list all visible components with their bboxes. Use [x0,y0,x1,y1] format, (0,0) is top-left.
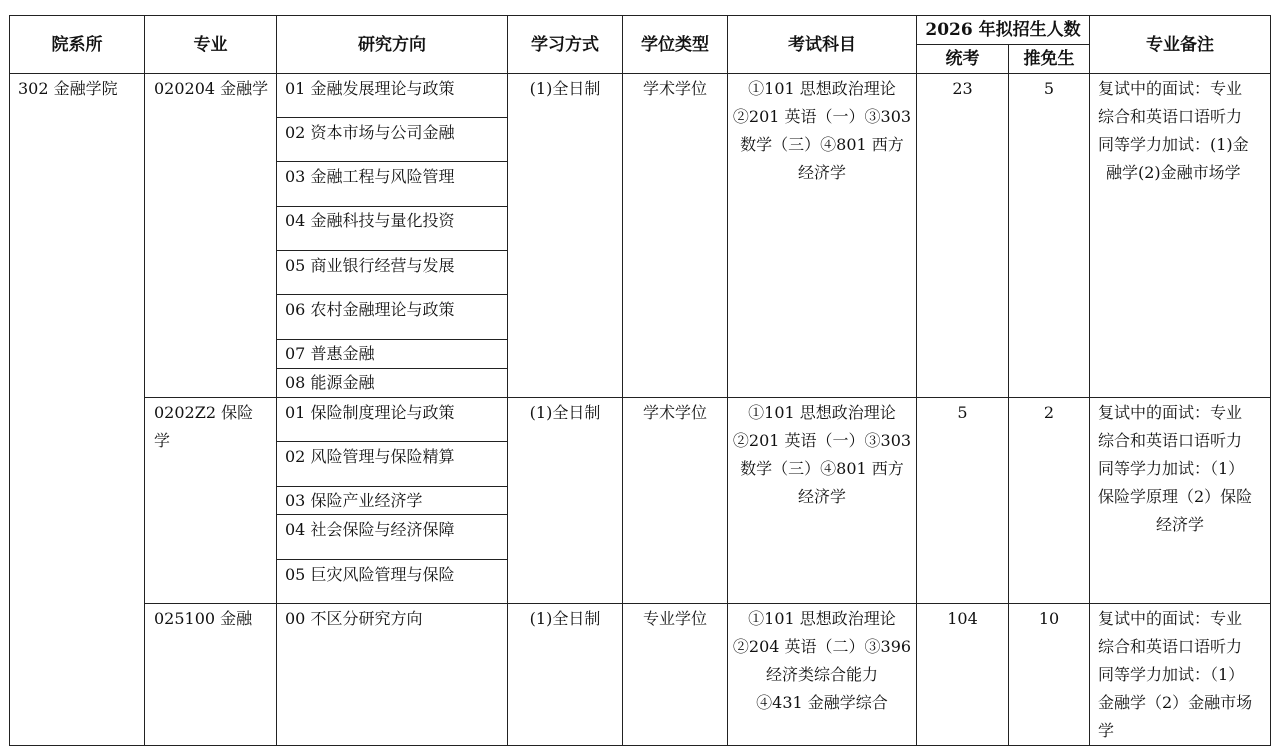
remark-line: 同等学力加试：(1)金 [1098,135,1249,154]
direction-item: 01 金融发展理论与政策 [285,79,455,98]
direction-item: 01 保险制度理论与政策 [285,403,455,422]
exam-line: 经济学 [797,163,846,182]
rule-dir [276,294,507,295]
remark-line: 经济学 [1155,515,1204,534]
remark-line: 复试中的面试：专业 [1098,79,1243,98]
exam-line: ②204 英语（二）③396 [732,637,912,656]
remark-line: 综合和英语口语听力 [1098,431,1243,450]
rule-col [1270,15,1271,746]
major-cell-cont: 学 [154,431,171,450]
dept-cell: 302 金融学院 [18,79,118,98]
rule-col [276,15,277,746]
rule-dir [276,117,507,118]
exam-line: ①101 思想政治理论 [748,403,896,422]
recommended-count: 5 [1043,79,1055,98]
exam-line: 经济学 [797,487,846,506]
header-remarks: 专业备注 [1146,35,1214,55]
recommended-count: 10 [1038,609,1060,628]
rule-header-bottom [9,73,1271,74]
rule-group-2-3 [144,603,1271,604]
mode-cell: (1)全日制 [529,609,601,628]
exam-line: ②201 英语（一）③303 [732,107,912,126]
rule-col [144,15,145,746]
unified-count: 5 [957,403,968,422]
direction-item: 05 巨灾风险管理与保险 [285,565,455,584]
major-cell: 0202Z2 保险 [154,403,254,422]
direction-item: 05 商业银行经营与发展 [285,256,455,275]
remark-line: 金融学（2）金融市场 [1098,693,1253,712]
rule-col [916,15,917,746]
rule-dir [276,161,507,162]
rule-dir [276,559,507,560]
rule-dir [276,441,507,442]
mode-cell: (1)全日制 [529,79,601,98]
remark-line: 融学(2)金融市场学 [1106,163,1241,182]
exam-line: 数学（三）④801 西方 [740,135,904,154]
degree-cell: 学术学位 [642,403,707,422]
remark-line: 保险学原理（2）保险 [1098,487,1253,506]
rule-bottom [9,745,1271,746]
remark-line: 同等学力加试：（1） [1098,459,1245,478]
remark-line: 复试中的面试：专业 [1098,609,1243,628]
rule-col [1008,44,1009,746]
header-quota: 2026 年拟招生人数 [925,20,1081,40]
unified-count: 23 [952,79,973,98]
exam-line: ④431 金融学综合 [756,693,888,712]
direction-item: 00 不区分研究方向 [285,609,423,628]
direction-item: 03 保险产业经济学 [285,491,423,510]
header-major: 专业 [193,35,228,55]
unified-count: 104 [947,609,978,628]
rule-col [9,15,10,746]
direction-item: 03 金融工程与风险管理 [285,167,455,186]
header-exam: 考试科目 [788,35,856,55]
exam-line: 经济类综合能力 [765,665,878,684]
rule-group-1-2 [144,397,1271,398]
direction-item: 02 风险管理与保险精算 [285,447,455,466]
exam-line: 数学（三）④801 西方 [740,459,904,478]
mode-cell: (1)全日制 [529,403,601,422]
remark-line: 同等学力加试：（1） [1098,665,1245,684]
remark-line: 学 [1098,721,1115,740]
direction-item: 02 资本市场与公司金融 [285,123,455,142]
exam-line: ①101 思想政治理论 [748,609,896,628]
rule-dir [276,250,507,251]
remark-line: 复试中的面试：专业 [1098,403,1243,422]
direction-item: 04 社会保险与经济保障 [285,520,455,539]
rule-col [622,15,623,746]
direction-item: 04 金融科技与量化投资 [285,211,455,230]
header-recommended: 推免生 [1023,49,1075,69]
direction-item: 08 能源金融 [285,373,375,392]
header-mode: 学习方式 [531,35,599,55]
exam-line: ①101 思想政治理论 [748,79,896,98]
header-direction: 研究方向 [358,35,426,55]
direction-item: 07 普惠金融 [285,344,375,363]
header-unified: 统考 [945,49,980,69]
degree-cell: 学术学位 [642,79,707,98]
header-dept: 院系所 [51,35,103,55]
header-degree: 学位类型 [641,35,709,55]
remark-line: 综合和英语口语听力 [1098,637,1243,656]
remark-line: 综合和英语口语听力 [1098,107,1243,126]
rule-col [1089,15,1090,746]
degree-cell: 专业学位 [642,609,707,628]
direction-item: 06 农村金融理论与政策 [285,300,455,319]
major-cell: 020204 金融学 [154,79,269,98]
exam-line: ②201 英语（一）③303 [732,431,912,450]
recommended-count: 2 [1043,403,1055,422]
major-cell: 025100 金融 [154,609,253,628]
rule-col [507,15,508,746]
